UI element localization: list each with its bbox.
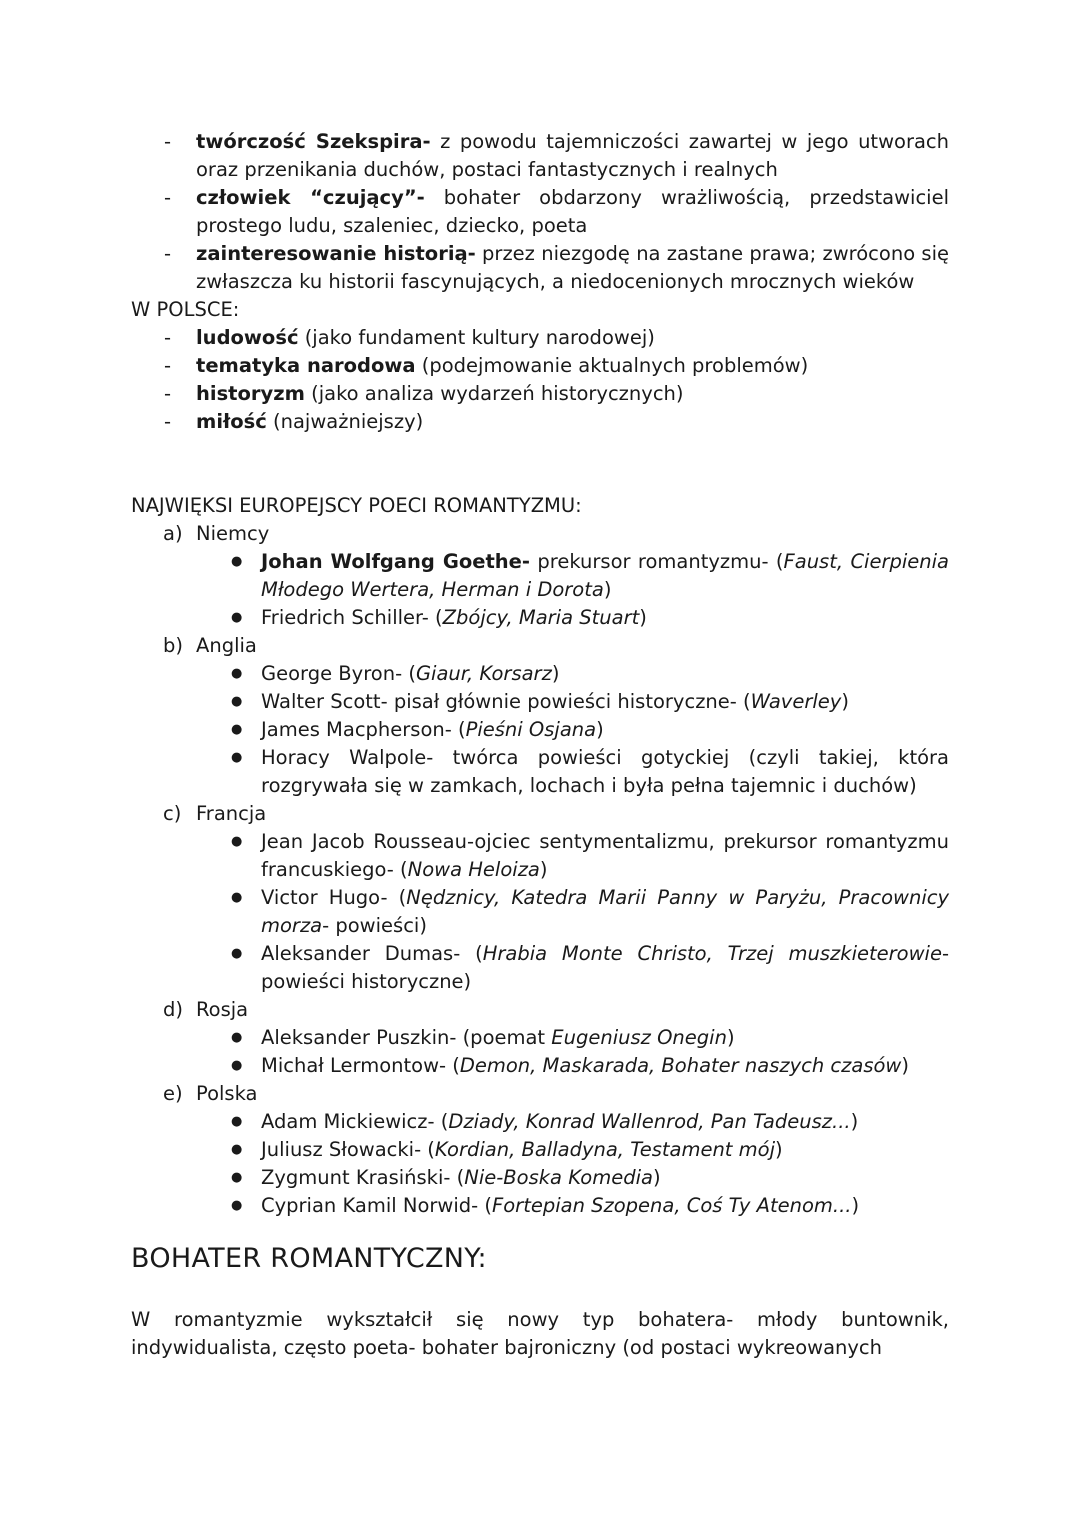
poet-item	[131, 1024, 949, 1052]
poet-name: Johan Wolfgang Goethe-	[261, 550, 530, 573]
poet-item	[131, 716, 949, 744]
poet-item	[131, 1136, 949, 1164]
hero-paragraph: W romantyzmie wykształcił się nowy typ bohatera- młody buntownik, indywidualista, często poeta- bohater bajroniczny (od postaci wykreowanych	[131, 1308, 949, 1359]
poet-text: Juliusz Słowacki- (	[261, 1138, 435, 1161]
term: historyzm	[196, 382, 305, 405]
poets-list	[131, 548, 949, 632]
poet-text: Aleksander Puszkin- (poemat	[261, 1026, 552, 1049]
poet-text-end: - powieści historyczne)	[261, 942, 949, 993]
poet-text: Horacy Walpole- twórca powieści gotyckiej (czyli takiej, która rozgrywała się w zamkach, lochach i była pełna tajemnic i duchów)	[261, 746, 949, 797]
poet-item	[131, 1052, 949, 1080]
poet-text-end: )	[726, 1026, 735, 1049]
poet-item	[131, 1192, 949, 1220]
country-item	[131, 996, 949, 1080]
term: tematyka narodowa	[196, 354, 416, 377]
poet-text: Michał Lermontow- (	[261, 1054, 460, 1077]
poet-item	[131, 604, 949, 632]
country-name: Anglia	[196, 634, 257, 657]
poet-text-end: - powieści)	[322, 914, 427, 937]
list-marker: c)	[163, 802, 182, 825]
works-title: Nie-Boska Komedia	[464, 1166, 653, 1189]
country-name: Niemcy	[196, 522, 270, 545]
poet-text: Adam Mickiewicz- (	[261, 1110, 449, 1133]
poet-text: prekursor romantyzmu- (	[530, 550, 784, 573]
list-item	[131, 380, 949, 408]
works-title: Faust, Cierpienia Młodego Wertera, Herman i Dorota	[261, 550, 950, 601]
poet-text-end: )	[603, 578, 612, 601]
works-title: Waverley	[750, 690, 842, 713]
list-marker: d)	[163, 998, 183, 1021]
countries-list	[131, 520, 949, 1220]
description: (jako fundament kultury narodowej)	[298, 326, 655, 349]
works-title: Hrabia Monte Christo, Trzej muszkieterowie	[482, 942, 942, 965]
works-title: Dziady, Konrad Wallenrod, Pan Tadeusz...	[448, 1110, 851, 1133]
country-name: Polska	[196, 1082, 258, 1105]
poet-text-end: )	[652, 1166, 661, 1189]
poet-text: Cyprian Kamil Norwid- (	[261, 1194, 493, 1217]
poland-label: W POLSCE:	[131, 298, 240, 321]
works-title: Fortepian Szopena, Coś Ty Atenom...	[492, 1194, 852, 1217]
hero-heading: BOHATER ROMANTYCZNY:	[131, 1243, 487, 1274]
works-title: Pieśni Osjana	[465, 718, 597, 741]
country-name: Francja	[196, 802, 267, 825]
term: miłość	[196, 410, 267, 433]
list-marker: e)	[163, 1082, 183, 1105]
poet-text: James Macpherson- (	[261, 718, 466, 741]
term: człowiek “czujący”-	[196, 186, 425, 209]
works-title: Demon, Maskarada, Bohater naszych czasów	[459, 1054, 902, 1077]
country-item	[131, 520, 949, 632]
poet-item	[131, 1108, 949, 1136]
poet-item	[131, 1164, 949, 1192]
list-item	[131, 324, 949, 352]
term: ludowość	[196, 326, 299, 349]
works-title: Kordian, Balladyna, Testament mój	[434, 1138, 775, 1161]
works-title: Zbójcy, Maria Stuart	[442, 606, 640, 629]
poet-text-end: )	[901, 1054, 909, 1077]
poets-list	[131, 660, 949, 800]
document-page	[131, 128, 949, 1362]
poet-text: Aleksander Dumas- (	[261, 942, 483, 965]
list-item	[131, 408, 949, 436]
spacer	[131, 436, 949, 492]
poet-text-end: )	[775, 1138, 783, 1161]
country-item	[131, 632, 949, 800]
poet-text-end: )	[596, 718, 604, 741]
poet-text-end: )	[551, 662, 560, 685]
works-title: Eugeniusz Onegin	[551, 1026, 727, 1049]
poets-list	[131, 828, 949, 996]
description: (podejmowanie aktualnych problemów)	[415, 354, 809, 377]
poet-item	[131, 744, 949, 800]
works-title: Giaur, Korsarz	[415, 662, 552, 685]
poet-item	[131, 940, 949, 996]
poets-list	[131, 1108, 949, 1220]
poet-text-end: )	[850, 1110, 859, 1133]
poet-item	[131, 688, 949, 716]
poet-text-end: )	[639, 606, 647, 629]
poet-item	[131, 828, 949, 884]
poet-text: Victor Hugo- (	[261, 886, 407, 909]
description: bohater obdarzony wrażliwością, przedstawiciel prostego ludu, szaleniec, dziecko, poeta	[196, 186, 950, 237]
country-item	[131, 800, 949, 996]
list-item	[131, 352, 949, 380]
poet-text-end: )	[851, 1194, 860, 1217]
works-title: Nowa Heloiza	[407, 858, 540, 881]
description: (jako analiza wydarzeń historycznych)	[304, 382, 684, 405]
poets-heading: NAJWIĘKSI EUROPEJSCY POECI ROMANTYZMU:	[131, 494, 582, 517]
country-item	[131, 1080, 949, 1220]
list-item	[131, 240, 949, 296]
list-item	[131, 128, 949, 184]
list-item	[131, 184, 949, 240]
poet-text: Jean Jacob Rousseau-ojciec sentymentalizmu, prekursor romantyzmu francuskiego- (	[261, 830, 949, 881]
poet-text: Friedrich Schiller- (	[261, 606, 443, 629]
poets-list	[131, 1024, 949, 1080]
description: przez niezgodę na zastane prawa; zwrócono się zwłaszcza ku historii fascynujących, a niedocenionych mrocznych wieków	[196, 242, 949, 293]
poet-text: Zygmunt Krasiński- (	[261, 1166, 465, 1189]
description: (najważniejszy)	[266, 410, 424, 433]
poet-item	[131, 884, 949, 940]
intro-list	[131, 128, 949, 296]
poet-text-end: )	[841, 690, 849, 713]
poet-item	[131, 548, 949, 604]
poland-list	[131, 324, 949, 436]
description: z powodu tajemniczości zawartej w jego utworach oraz przenikania duchów, postaci fantastycznych i realnych	[196, 130, 949, 181]
poet-text-end: )	[539, 858, 548, 881]
term: twórczość Szekspira-	[196, 130, 431, 153]
list-marker: a)	[163, 522, 183, 545]
works-title: Nędznicy, Katedra Marii Panny w Paryżu, Pracownicy morza	[261, 886, 949, 937]
poet-item	[131, 660, 949, 688]
term: zainteresowanie historią-	[196, 242, 476, 265]
poet-text: Walter Scott- pisał głównie powieści historyczne- (	[261, 690, 751, 713]
country-name: Rosja	[196, 998, 249, 1021]
list-marker: b)	[163, 634, 183, 657]
poet-text: George Byron- (	[261, 662, 416, 685]
